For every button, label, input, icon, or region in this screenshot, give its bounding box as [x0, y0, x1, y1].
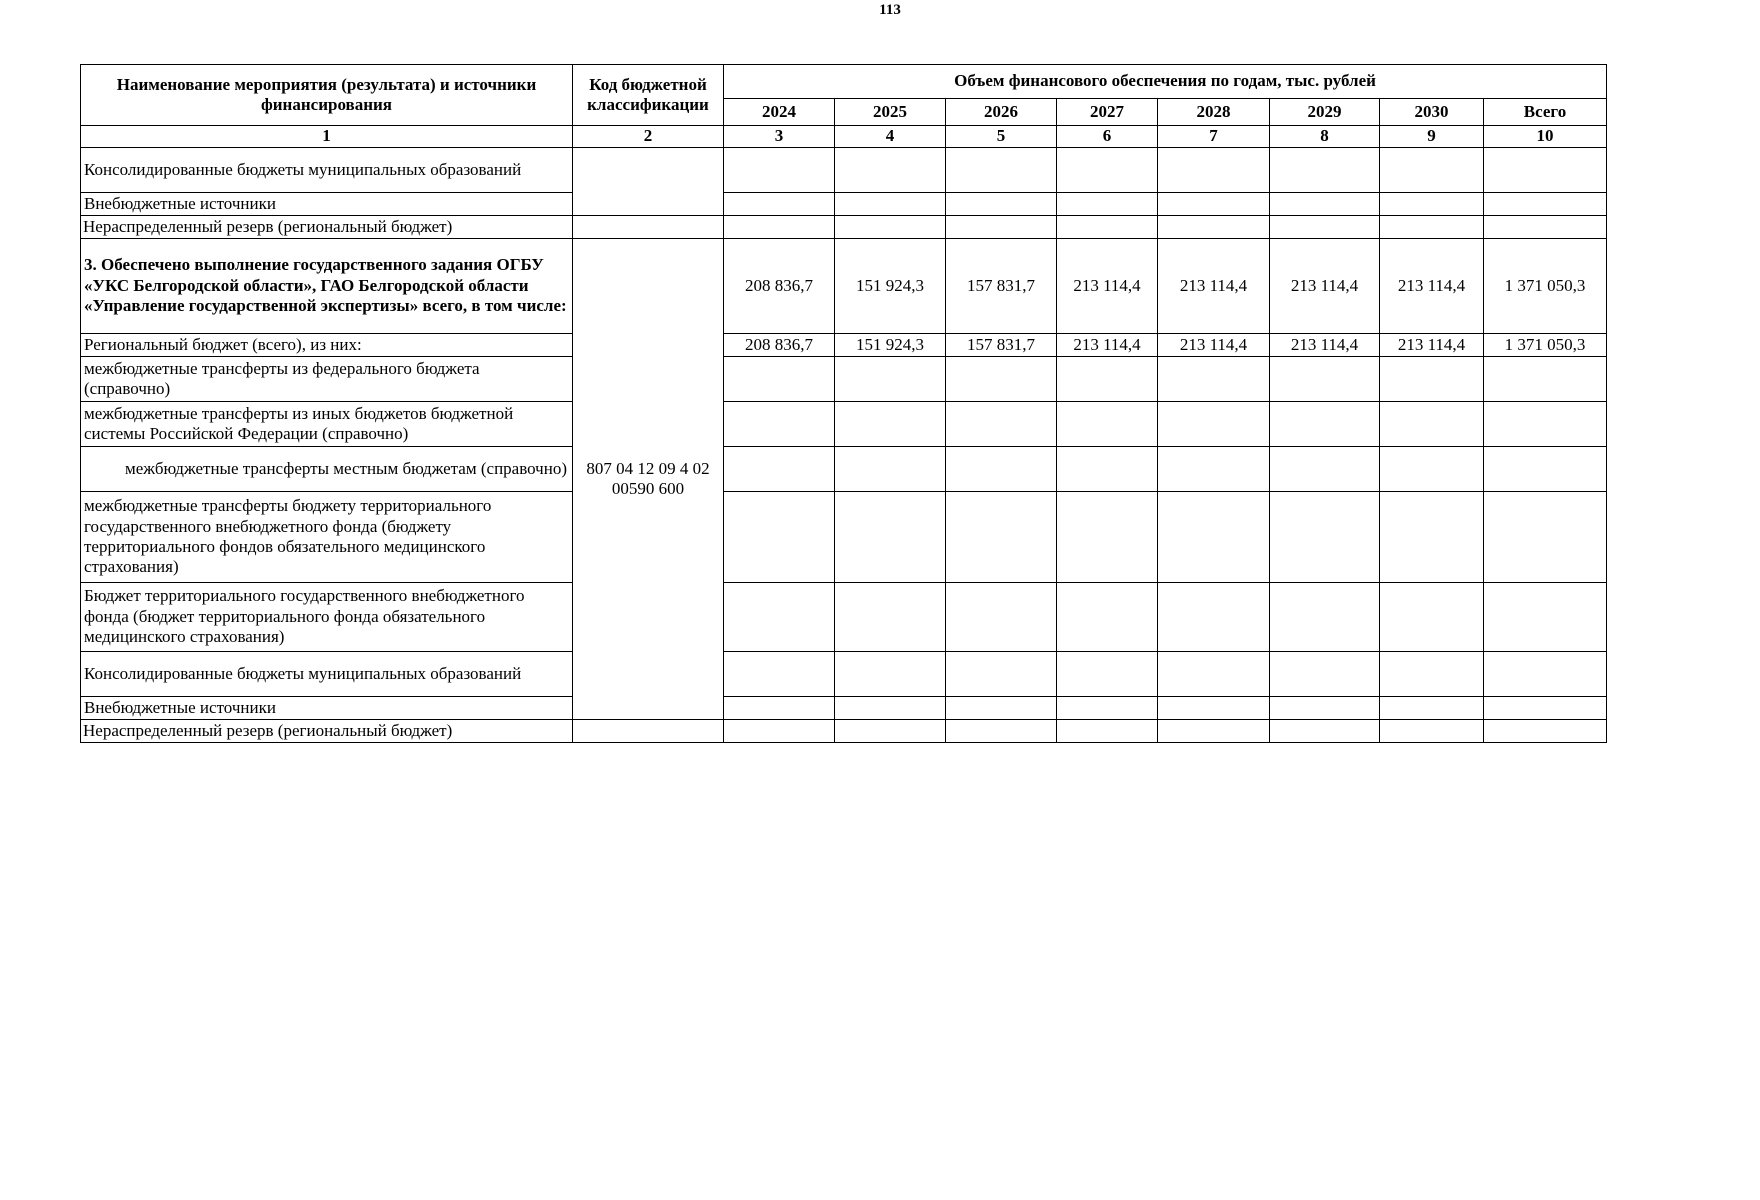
value-2027: 213 114,4 — [1057, 239, 1158, 334]
header-row — [81, 65, 1607, 99]
table-row — [81, 402, 1607, 447]
year-header: 2027 — [1057, 99, 1158, 126]
year-header: 2029 — [1270, 99, 1380, 126]
table-row-measure — [81, 239, 1607, 334]
value-2027: 213 114,4 — [1057, 334, 1158, 357]
value-2026: 157 831,7 — [946, 239, 1057, 334]
table-row — [81, 492, 1607, 583]
value-2029: 213 114,4 — [1270, 239, 1380, 334]
column-index: 3 — [724, 126, 835, 148]
value-2028: 213 114,4 — [1158, 239, 1270, 334]
value-2025: 151 924,3 — [835, 239, 946, 334]
row-label: Бюджет территориального государственного внебюджетного фонда (бюджет территориального фонда обязательного медицинского страхования) — [81, 583, 573, 652]
year-header: 2028 — [1158, 99, 1270, 126]
column-index: 5 — [946, 126, 1057, 148]
table-row — [81, 193, 1607, 216]
column-index-row — [81, 126, 1607, 148]
value-2030: 213 114,4 — [1380, 239, 1484, 334]
total-header: Всего — [1484, 99, 1607, 126]
row-label: межбюджетные трансферты из иных бюджетов бюджетной системы Российской Федерации (справочно) — [81, 402, 573, 447]
value-2025: 151 924,3 — [835, 334, 946, 357]
row-label: Консолидированные бюджеты муниципальных образований — [81, 148, 573, 193]
row-label: межбюджетные трансферты бюджету территориального государственного внебюджетного фонда (бюджету территориального фондов обязательного медицинского страхования) — [81, 492, 573, 583]
value-2024: 208 836,7 — [724, 334, 835, 357]
row-label: Консолидированные бюджеты муниципальных образований — [81, 652, 573, 697]
year-header: 2026 — [946, 99, 1057, 126]
header-volume: Объем финансового обеспечения по годам, тыс. рублей — [724, 65, 1607, 99]
value-2028: 213 114,4 — [1158, 334, 1270, 357]
table-row — [81, 697, 1607, 720]
value-total: 1 371 050,3 — [1484, 239, 1607, 334]
budget-code: 807 04 12 09 4 02 00590 600 — [573, 239, 724, 720]
budget-table — [80, 64, 1607, 743]
header-name: Наименование мероприятия (результата) и источники финансирования — [81, 65, 573, 126]
code-cell — [573, 216, 724, 239]
table-row — [81, 652, 1607, 697]
column-index: 1 — [81, 126, 573, 148]
table-row — [81, 334, 1607, 357]
code-cell — [573, 148, 724, 216]
column-index: 7 — [1158, 126, 1270, 148]
row-label: Внебюджетные источники — [81, 697, 573, 720]
column-index: 2 — [573, 126, 724, 148]
value-2029: 213 114,4 — [1270, 334, 1380, 357]
page-number: 113 — [879, 2, 901, 18]
year-header: 2025 — [835, 99, 946, 126]
value-total: 1 371 050,3 — [1484, 334, 1607, 357]
measure-title: 3. Обеспечено выполнение государственного задания ОГБУ «УКС Белгородской области», ГАО Белгородской области «Управление государственной экспертизы» всего, в том числе: — [81, 239, 573, 334]
table-row — [81, 357, 1607, 402]
value-2026: 157 831,7 — [946, 334, 1057, 357]
column-index: 8 — [1270, 126, 1380, 148]
table-row — [81, 583, 1607, 652]
table-row — [81, 216, 1607, 239]
code-cell — [573, 720, 724, 743]
column-index: 4 — [835, 126, 946, 148]
value-2024: 208 836,7 — [724, 239, 835, 334]
year-header: 2024 — [724, 99, 835, 126]
row-label: межбюджетные трансферты из федерального бюджета (справочно) — [81, 357, 573, 402]
row-label: Нераспределенный резерв (региональный бюджет) — [81, 216, 573, 239]
row-label: межбюджетные трансферты местным бюджетам (справочно) — [81, 447, 573, 492]
table-row — [81, 720, 1607, 743]
row-label: Внебюджетные источники — [81, 193, 573, 216]
row-label: Нераспределенный резерв (региональный бюджет) — [81, 720, 573, 743]
value-2030: 213 114,4 — [1380, 334, 1484, 357]
column-index: 9 — [1380, 126, 1484, 148]
table-row — [81, 148, 1607, 193]
year-header: 2030 — [1380, 99, 1484, 126]
header-code: Код бюджетной классификации — [573, 65, 724, 126]
table-row — [81, 447, 1607, 492]
column-index: 10 — [1484, 126, 1607, 148]
row-label: Региональный бюджет (всего), из них: — [81, 334, 573, 357]
column-index: 6 — [1057, 126, 1158, 148]
